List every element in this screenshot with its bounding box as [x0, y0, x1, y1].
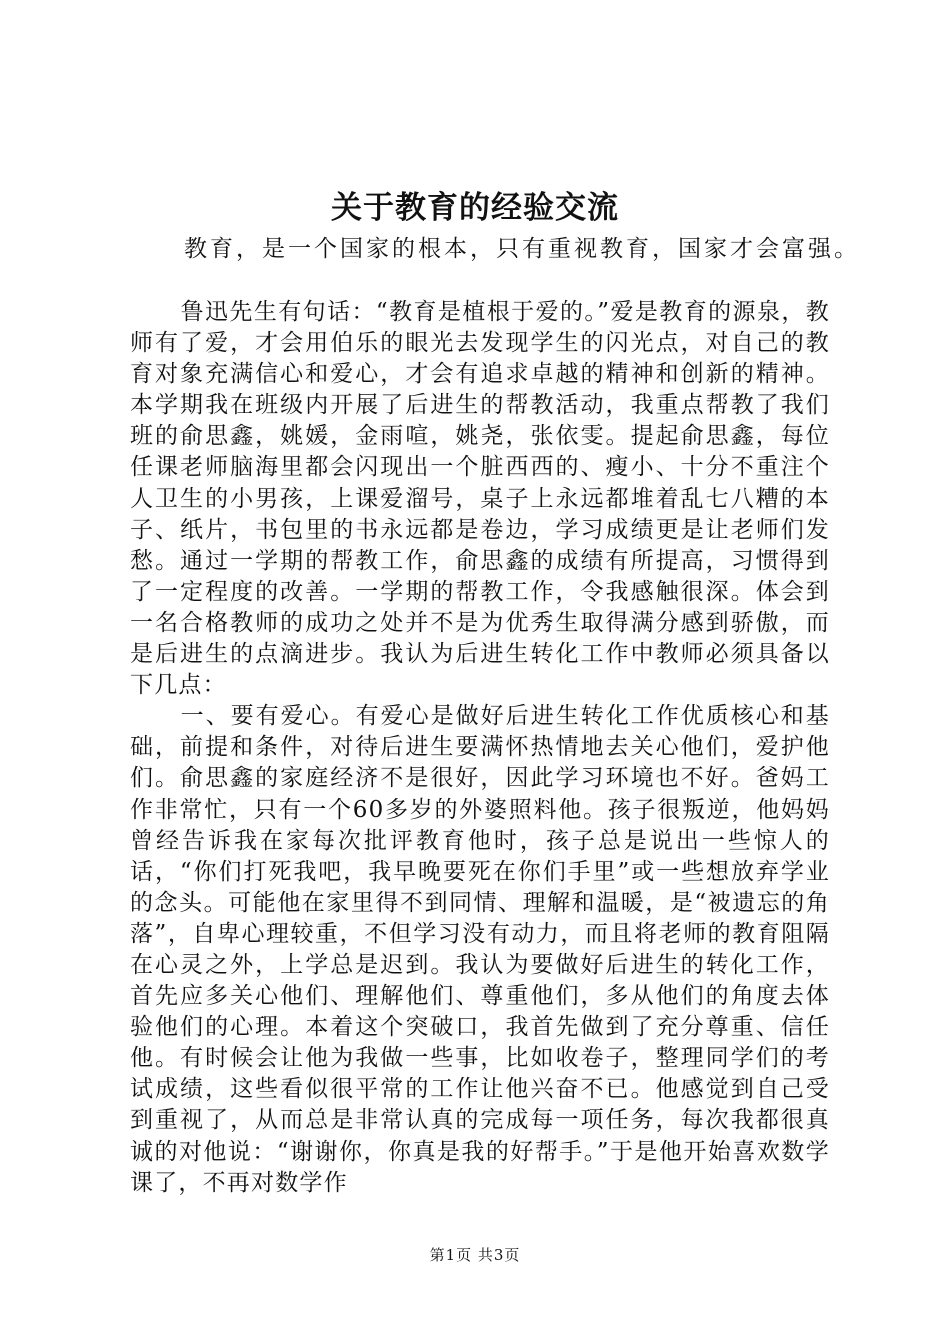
paragraph: 鲁迅先生有句话：“教育是植根于爱的。”爱是教育的源泉，教师有了爱，才会用伯乐的眼光去发现学生的闪光点，对自己的教育对象充满信心和爱心，才会有追求卓越的精神和创新的精神。本学期我在班级内开展了后进生的帮教活动，我重点帮教了我们班的俞思鑫，姚媛，金雨喧，姚尧，张依雯。提起俞思鑫，每位任课老师脑海里都会闪现出一个脏西西的、瘦小、十分不重注个人卫生的小男孩，上课爱溜号，桌子上永远都堆着乱七八糟的本子、纸片，书包里的书永远都是卷边，学习成绩更是让老师们发愁。通过一学期的帮教工作，俞思鑫的成绩有所提高，习惯得到了一定程度的改善。一学期的帮教工作，令我感触很深。体会到一名合格教师的成功之处并不是为优秀生取得满分感到骄傲，而是后进生的点滴进步。我认为后进生转化工作中教师必须具备以下几点：	[130, 299, 830, 699]
document-body	[130, 297, 830, 1199]
page-number: 第1页 共3页	[429, 1246, 521, 1264]
document-title: 关于教育的经验交流	[331, 190, 619, 226]
lead-sentence: 教育，是一个国家的根本，只有重视教育，国家才会富强。	[184, 236, 860, 262]
paragraph: 一、要有爱心。有爱心是做好后进生转化工作优质核心和基础，前提和条件，对待后进生要满怀热情地去关心他们，爱护他们。俞思鑫的家庭经济不是很好，因此学习环境也不好。爸妈工作非常忙，只有一个60多岁的外婆照料他。孩子很叛逆，他妈妈曾经告诉我在家每次批评教育他时，孩子总是说出一些惊人的话，“你们打死我吧，我早晚要死在你们手里”或一些想放弃学业的念头。可能他在家里得不到同情、理解和温暖，是“被遗忘的角落”，自卑心理较重，不但学习没有动力，而且将老师的教育阻隔在心灵之外，上学总是迟到。我认为要做好后进生的转化工作，首先应多关心他们、理解他们、尊重他们，多从他们的角度去体验他们的心理。本着这个突破口，我首先做到了充分尊重、信任他。有时候会让他为我做一些事，比如收卷子，整理同学们的考试成绩，这些看似很平常的工作让他兴奋不已。他感觉到自己受到重视了，从而总是非常认真的完成每一项任务，每次我都很真诚的对他说：“谢谢你，你真是我的好帮手。”于是他开始喜欢数学课了，不再对数学作	[130, 703, 830, 1196]
